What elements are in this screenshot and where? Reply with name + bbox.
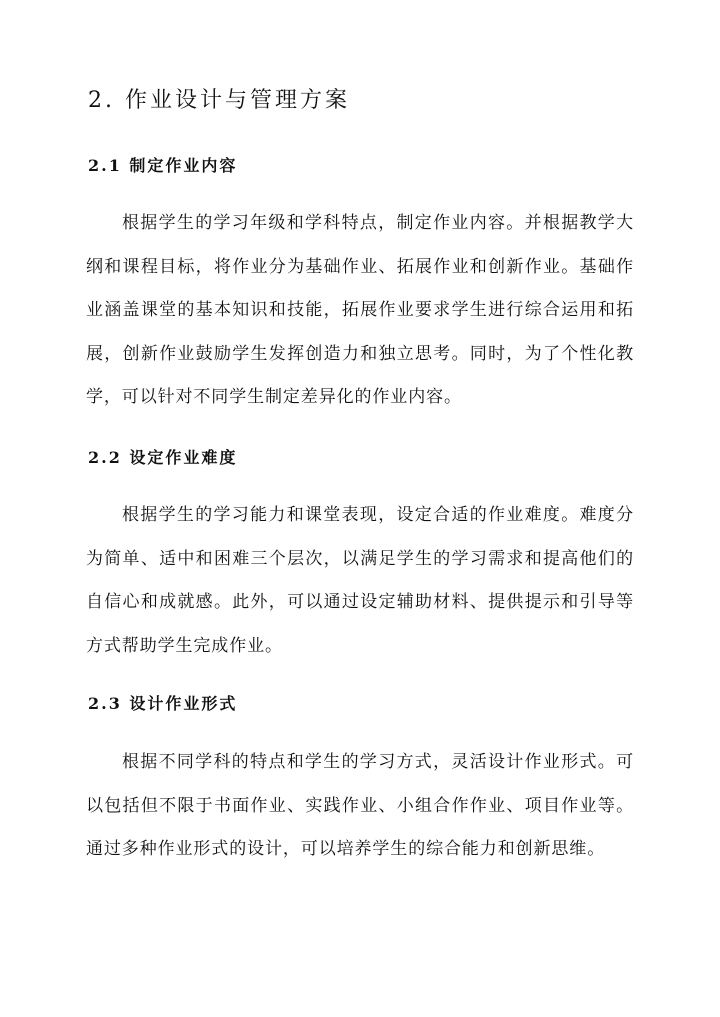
- paragraph-content: 根据学生的学习年级和学科特点，制定作业内容。并根据教学大纲和课程目标，将作业分为基础作业、拓展作业和创新作业。基础作业涵盖课堂的基本知识和技能，拓展作业要求学生进行综合运用和拓展，创新作业鼓励学生发挥创造力和独立思考。同时，为了个性化教学，可以针对不同学生制定差异化的作业内容。: [86, 213, 634, 407]
- subsection-title-format: 2.3 设计作业形式: [88, 694, 238, 713]
- paragraph-format: 根据不同学科的特点和学生的学习方式，灵活设计作业形式。可以包括但不限于书面作业、实践作业、小组合作作业、项目作业等。通过多种作业形式的设计，可以培养学生的综合能力和创新思维。: [86, 752, 634, 859]
- section-heading: 2. 作业设计与管理方案: [88, 88, 350, 113]
- subsection-title-difficulty: 2.2 设定作业难度: [88, 448, 238, 467]
- paragraph-difficulty: 根据学生的学习能力和课堂表现，设定合适的作业难度。难度分为简单、适中和困难三个层次，以满足学生的学习需求和提高他们的自信心和成就感。此外，可以通过设定辅助材料、提供提示和引导等方式帮助学生完成作业。: [86, 505, 634, 656]
- subsection-title-content: 2.1 制定作业内容: [88, 156, 238, 175]
